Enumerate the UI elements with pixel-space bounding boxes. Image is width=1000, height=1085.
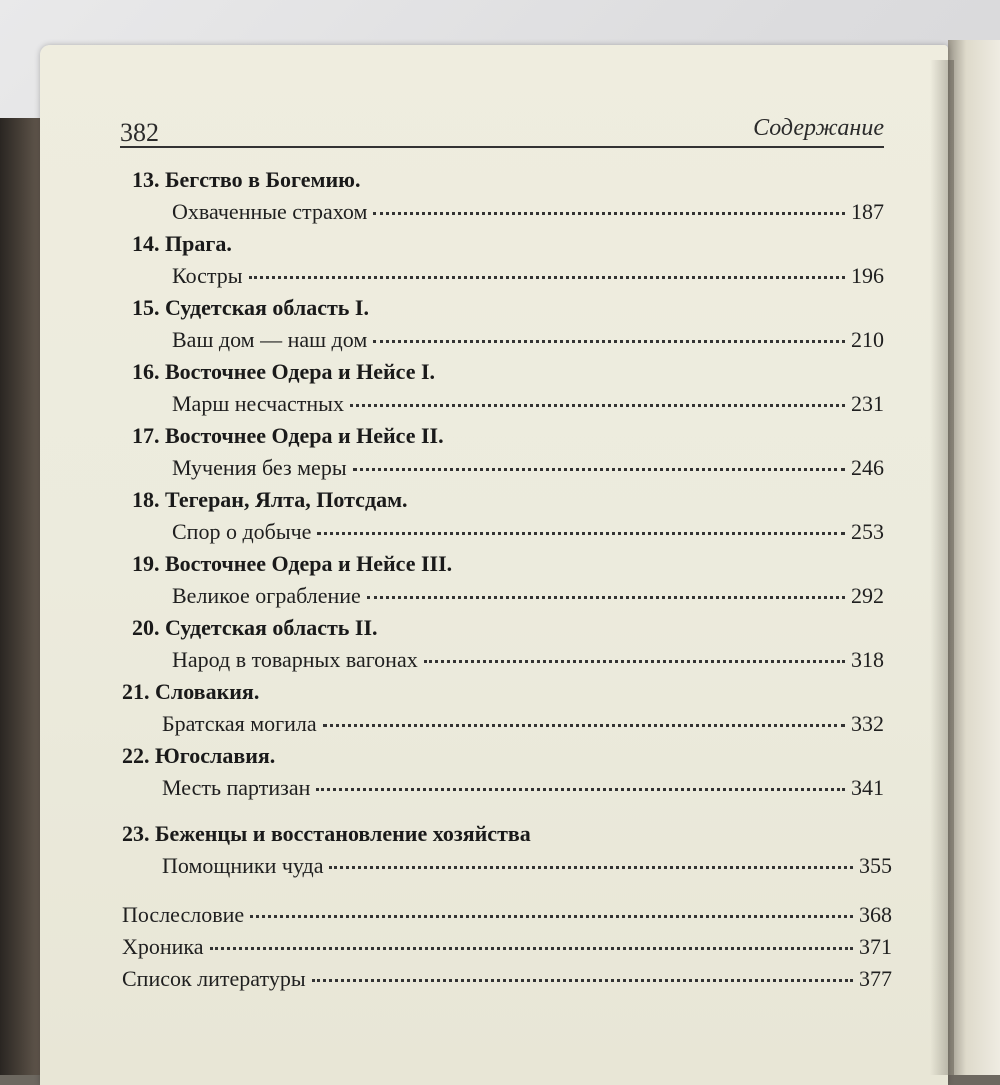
- toc-chapter-17: [40, 421, 948, 485]
- toc-entry-chronicle[interactable]: [122, 931, 892, 963]
- chapter-title: 21. Словакия.: [122, 679, 260, 704]
- dot-leader: [210, 947, 853, 950]
- toc-entry-bibliography[interactable]: [122, 963, 892, 995]
- toc-entry[interactable]: [172, 579, 884, 613]
- page-number: 382: [120, 118, 159, 147]
- page-ref: 368: [859, 902, 892, 927]
- toc-entry[interactable]: [172, 387, 884, 421]
- dot-leader: [316, 788, 845, 791]
- page-ref: 292: [851, 583, 884, 608]
- page-ref: 332: [851, 711, 884, 736]
- toc-chapter-23: [40, 819, 948, 883]
- page-ref: 318: [851, 647, 884, 672]
- toc-chapter-15: [40, 293, 948, 357]
- toc-entry[interactable]: [172, 515, 884, 549]
- chapter-title: 15. Судетская область I.: [132, 295, 369, 320]
- dot-leader: [250, 915, 853, 918]
- toc-chapter-19: [40, 549, 948, 613]
- dot-leader: [373, 340, 845, 343]
- chapter-title: 22. Югославия.: [122, 743, 276, 768]
- running-title: Содержание: [753, 115, 884, 141]
- chapter-subtitle: Братская могила: [162, 711, 317, 736]
- book-page: [40, 45, 948, 1085]
- chapter-title: 13. Бегство в Богемию.: [132, 167, 361, 192]
- toc-entry[interactable]: [162, 771, 884, 805]
- chapter-subtitle: Ваш дом — наш дом: [172, 327, 368, 352]
- page-ref: 371: [859, 934, 892, 959]
- dot-leader: [353, 468, 845, 471]
- toc-entry[interactable]: [172, 643, 884, 677]
- toc-entry[interactable]: [172, 451, 884, 485]
- facing-page: [948, 40, 1000, 1075]
- header-rule: [120, 146, 884, 148]
- chapter-subtitle: Великое ограбление: [172, 583, 361, 608]
- page-ref: 210: [851, 327, 884, 352]
- toc-entry[interactable]: [172, 259, 884, 293]
- dot-leader: [367, 596, 845, 599]
- toc-chapter-21: [40, 677, 948, 741]
- page-ref: 355: [859, 853, 892, 878]
- chapter-subtitle: Марш несчастных: [172, 391, 344, 416]
- toc-chapter-16: [40, 357, 948, 421]
- chapter-title: 20. Судетская область II.: [132, 615, 378, 640]
- page-ref: 246: [851, 455, 884, 480]
- page-ref: 377: [859, 966, 892, 991]
- dot-leader: [373, 212, 845, 215]
- chapter-subtitle: Месть партизан: [162, 775, 311, 800]
- page-ref: 231: [851, 391, 884, 416]
- dot-leader: [312, 979, 853, 982]
- chapter-title: 17. Восточнее Одера и Нейсе II.: [132, 423, 444, 448]
- dot-leader: [350, 404, 845, 407]
- chapter-title: 23. Беженцы и восстановление хозяйства: [122, 821, 531, 846]
- chapter-subtitle: Помощники чуда: [162, 853, 324, 878]
- toc-chapter-14: [40, 229, 948, 293]
- toc-entry[interactable]: [172, 323, 884, 357]
- page-fold-shadow: [930, 60, 954, 1075]
- toc-chapter-13: [40, 165, 948, 229]
- toc-chapter-18: [40, 485, 948, 549]
- chapter-title: 19. Восточнее Одера и Нейсе III.: [132, 551, 453, 576]
- chapter-title: 18. Тегеран, Ялта, Потсдам.: [132, 487, 408, 512]
- chapter-title: 16. Восточнее Одера и Нейсе I.: [132, 359, 436, 384]
- chapter-subtitle: Мучения без меры: [172, 455, 347, 480]
- appendix-label: Список литературы: [122, 966, 306, 991]
- chapter-subtitle: Народ в товарных вагонах: [172, 647, 418, 672]
- appendix-label: Хроника: [122, 934, 204, 959]
- page-ref: 341: [851, 775, 884, 800]
- toc-chapter-22: [40, 741, 948, 805]
- toc-entry[interactable]: [162, 707, 884, 741]
- dot-leader: [317, 532, 845, 535]
- dot-leader: [424, 660, 845, 663]
- page-ref: 253: [851, 519, 884, 544]
- toc-entry-afterword[interactable]: [122, 899, 892, 931]
- dot-leader: [329, 866, 853, 869]
- chapter-title: 14. Прага.: [132, 231, 232, 256]
- dot-leader: [249, 276, 845, 279]
- chapter-subtitle: Спор о добыче: [172, 519, 312, 544]
- page-ref: 196: [851, 263, 884, 288]
- toc-entry[interactable]: [162, 849, 892, 883]
- page-ref: 187: [851, 199, 884, 224]
- toc-chapter-20: [40, 613, 948, 677]
- toc-entry[interactable]: [172, 195, 884, 229]
- chapter-subtitle: Охваченные страхом: [172, 199, 368, 224]
- table-of-contents: [40, 165, 948, 995]
- appendix-label: Послесловие: [122, 902, 245, 927]
- dot-leader: [323, 724, 845, 727]
- toc-appendices: [40, 899, 948, 995]
- chapter-subtitle: Костры: [172, 263, 243, 288]
